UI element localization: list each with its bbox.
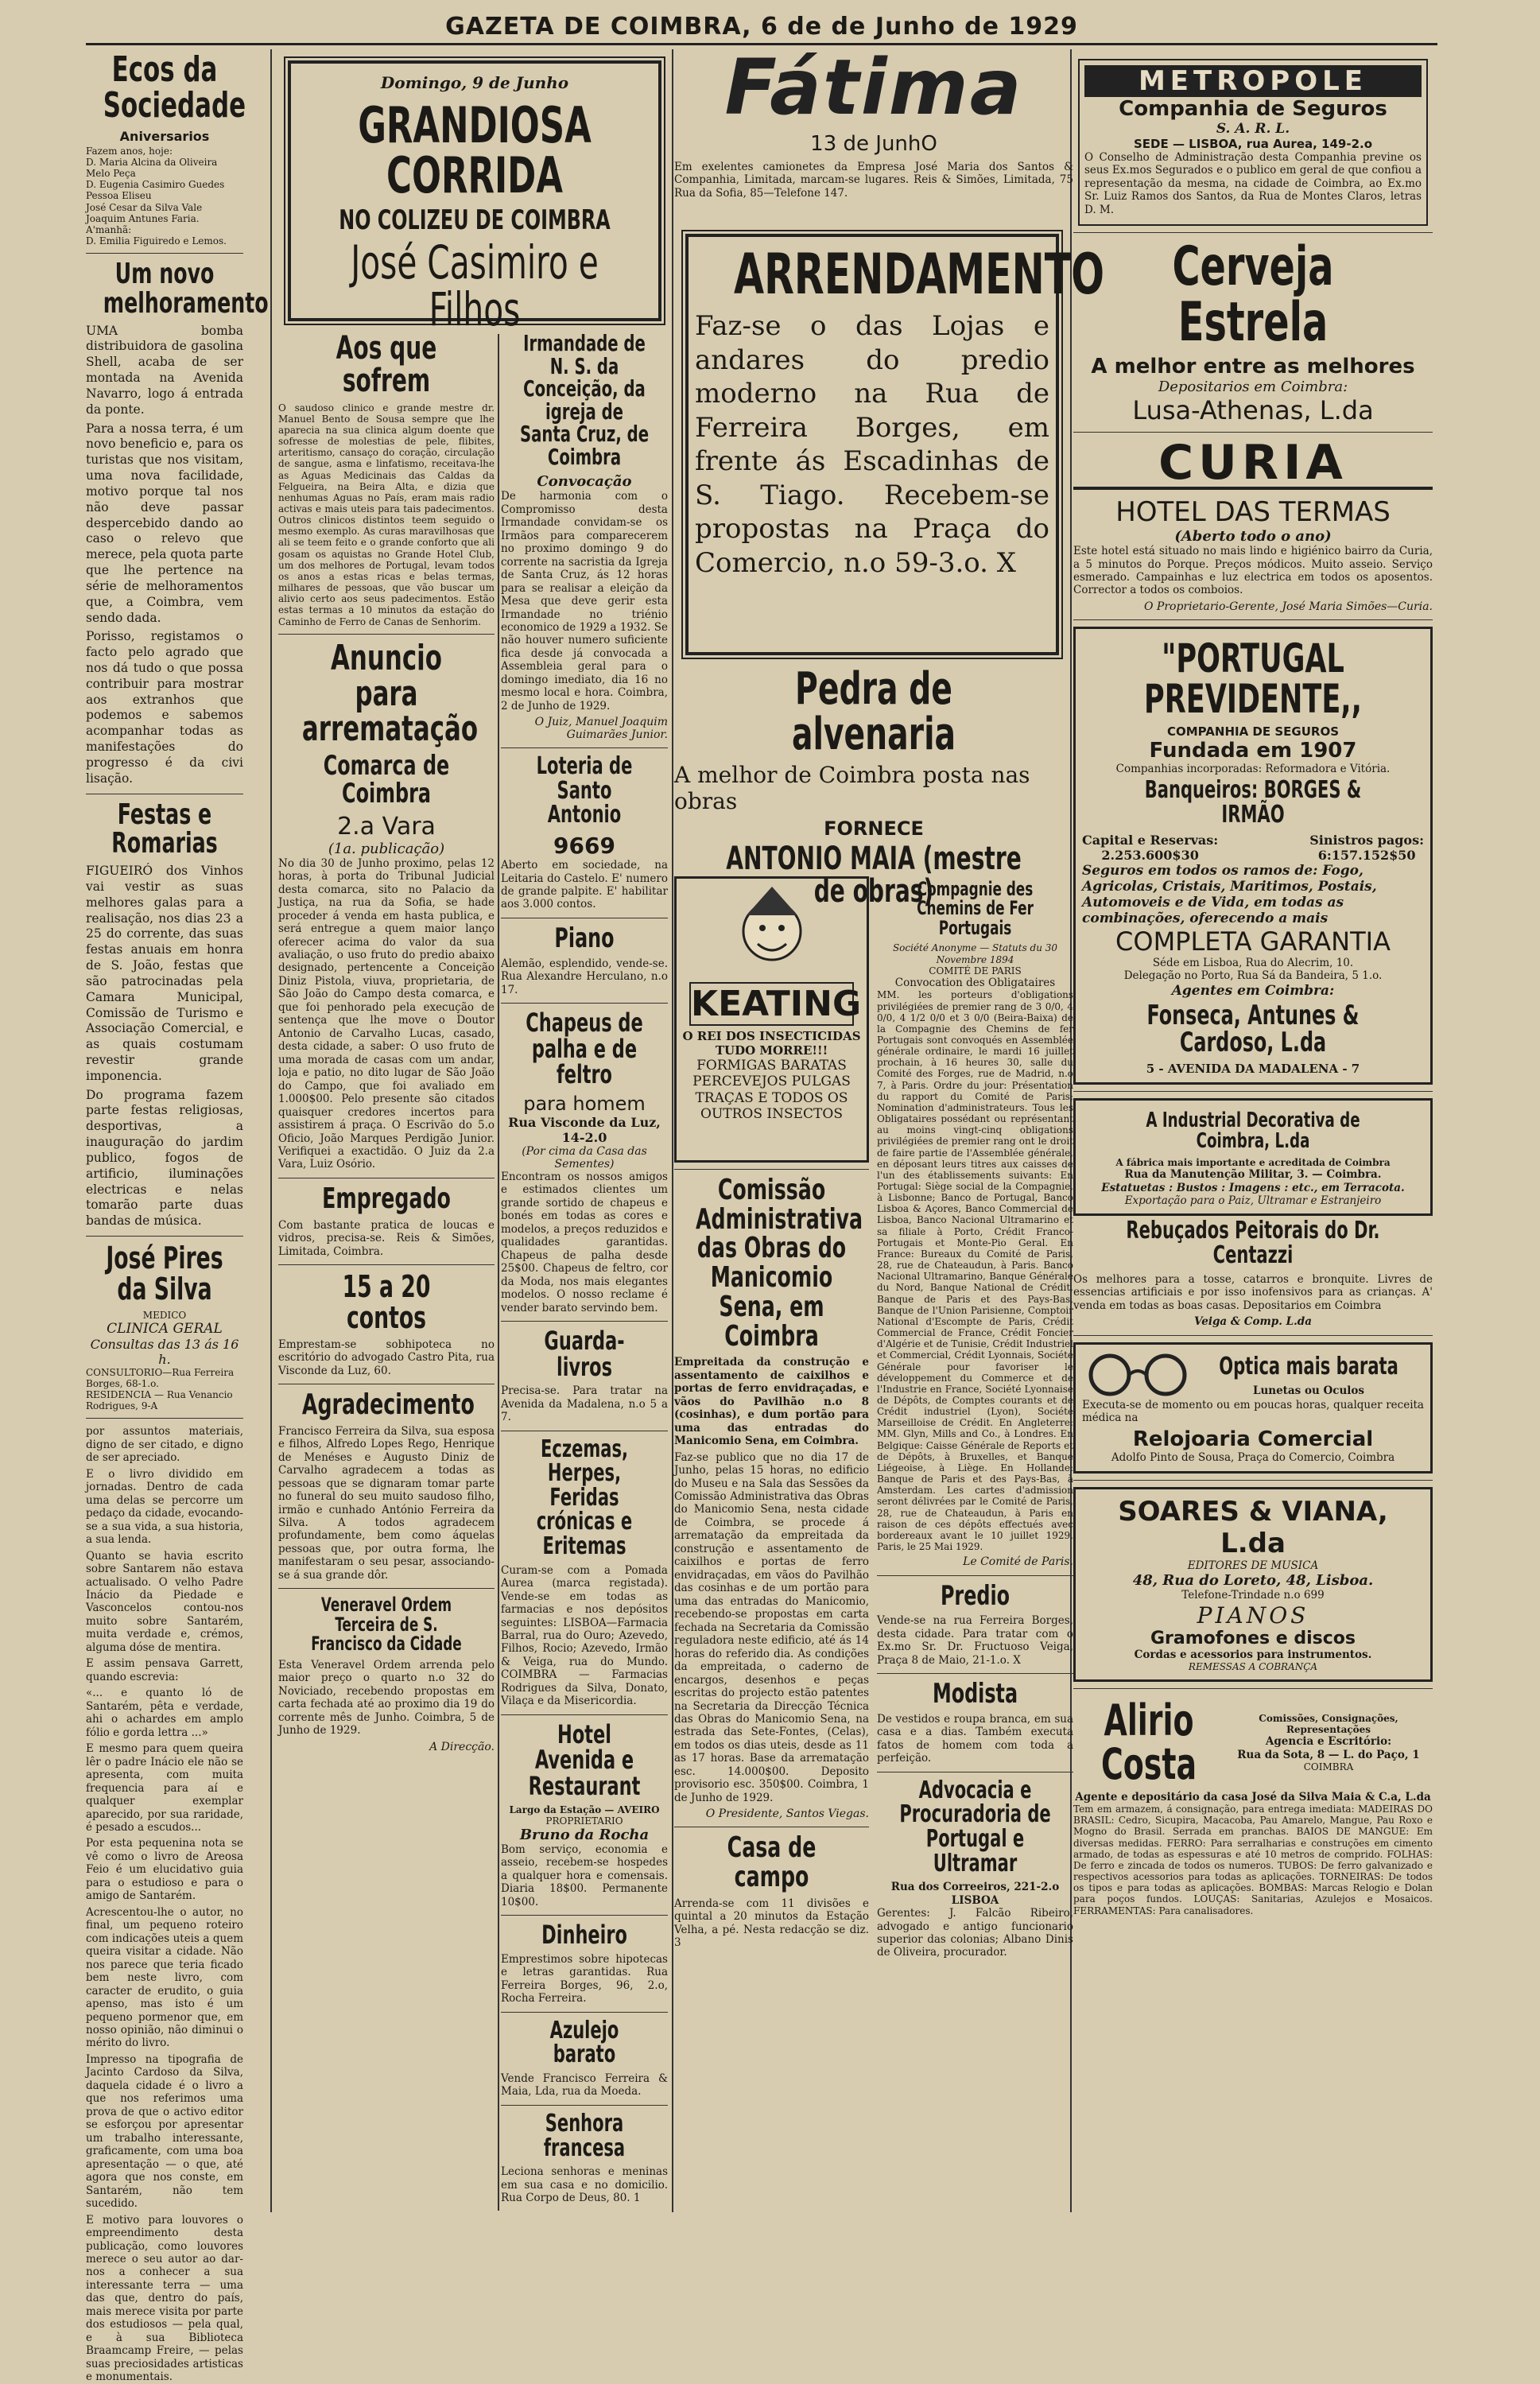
industrial-sub: A fábrica mais importante e acreditada de Coimbra — [1115, 1156, 1391, 1168]
comissao-signature: O Presidente, Santos Viegas. — [705, 1807, 869, 1821]
industrial-items: Estatuetas : Bustos : Imagens : etc., em Terracota. — [1101, 1181, 1405, 1194]
corrida-place: NO COLIZEU DE COIMBRA — [339, 204, 611, 237]
article-paragraph: Tem em armazem, á consignação, para entrega imediata: MADEIRAS DO BRASIL: Cedro, Sicupira, Macacoba, Pau Amarelo, Mangue, Pau Roxo e Mogno do Brasil. Serrada em pranchas. BAIOS DE MANGUE: Em diversas medidas. FERRO: Para serralharias e construções em cimento armado, de todas as espessuras e até 10 metros de comprido. FOLHAS: De ferro e zincada de todos os numeros. TUBOS: De ferro galvanizado e respectivos acessorios para todas as aplicações. TORNEIRAS: De todos os tipos e para todas as aplicações. BOMBAS: Marcas Relogio e Dolan para poços fundos. LOUÇAS: Sanitarias, Azulejos e Mosaicos. FERRAMENTAS: Para canalisadores. — [1073, 1804, 1433, 1916]
column-3 — [674, 43, 1105, 2212]
divider — [86, 253, 243, 254]
alirio-city: COIMBRA — [1303, 1761, 1354, 1773]
article-paragraph: Gerentes: J. Falcão Ribeiro, advogado e antigo funcionario superior das colonias; Albano Dinis de Oliveira, procurador. — [877, 1907, 1073, 1959]
hotel-heading: Hotel Avenida e Restaurant — [528, 1718, 641, 1802]
chemins-sub: Société Anonyme — Statuts du 30 Novembre 1894 — [892, 942, 1058, 965]
divider — [278, 1264, 495, 1265]
article-paragraph: Este hotel está situado no mais lindo e higiénico bairro da Curia, a 5 minutos do Porque. Preços módicos. Muito asseio. Serviço esmerado. Campainhas e luz electrica em todos os aposentos. Corrector a todos os comboios. — [1073, 545, 1433, 597]
aniversarios-heading: Aniversarios — [119, 128, 210, 144]
doctor-specialty: CLINICA GERAL — [107, 1320, 223, 1337]
chemins-comite: COMITÉ DE PARIS — [929, 965, 1022, 977]
metropole-sarl: S. A. R. L. — [1216, 121, 1290, 137]
arrendamento-title: ARRENDAMENTO — [734, 242, 1105, 307]
advocacia-address: Rua dos Correeiros, 221-2.o LISBOA — [890, 1881, 1060, 1907]
article-paragraph: Emprestimos sobre hipotecas e letras garantidas. Rua Ferreira Borges, 96, 2.o, Rocha Ferreira. — [501, 1952, 668, 2005]
soares-ad — [1073, 1487, 1433, 1682]
sede-lisboa: Séde em Lisboa, Rua do Alecrim, 10. — [1152, 956, 1354, 969]
gramofones: Gramofones e discos — [1150, 1628, 1356, 1648]
optica-ad — [1073, 1342, 1433, 1473]
soares-title: SOARES & VIANA, L.da — [1118, 1495, 1388, 1559]
divider — [1073, 619, 1433, 620]
article-paragraph: O saudoso clinico e grande mestre dr. Manuel Bento de Sousa sempre que lhe aparecia na sua clinica algum doente que sofresse de molestias de pele, flibites, arteritismo, cansaço do coração, circulação de sangue, asma e linfatismo, receitava-lhe as Aguas Medicinais das Caldas da Felgueira, na Beira Alta, e dizia que nenhumas Aguas no País, eram mais radio activas e mais uteis para tais padecimentos. Outros clinicos distintos teem seguido o mesmo exemplo. As curas maravilhosas que ali se teem feito e o grande conforto que ali gosam os aquistas no Grande Hotel Club, um dos melhores de Portugal, levam todos os anos a estas ricas e belas termas, milhares de pessoas, que vão buscar um alivio certo aos seus padecimentos. Estão estas termas a 10 minutos da estação do Caminho de Ferro de Canas de Senhorim. — [278, 402, 495, 627]
seguros-text: Seguros em todos os ramos de: Fogo, Agricolas, Cristais, Maritimos, Postais, Automoveis e de Vida, em todas as combinações, oferecendo a mais — [1082, 862, 1377, 926]
remessas: REMESSAS A COBRANÇA — [1188, 1661, 1318, 1673]
corrida-title: GRANDIOSA CORRIDA — [358, 96, 592, 205]
article-paragraph: Executa-se de momento ou em poucas horas, qualquer receita médica na — [1082, 1398, 1424, 1424]
cerveja-sub: A melhor entre as melhores — [1091, 355, 1415, 379]
cerveja-dep: Depositarios em Coimbra: — [1158, 379, 1348, 396]
masthead: GAZETA DE COIMBRA, 6 de de Junho de 1929 — [86, 11, 1437, 45]
article-paragraph: por assuntos materiais, digno de ser citado, e digno de ser apreciado. — [86, 1425, 243, 1465]
article-paragraph: Quanto se havia escrito sobre Santarem não estava actualisado. O velho Padre Inácio da Piedade e Vasconcelos contou-nos muito sobre Santarém, muita verdade e, crémos, alguma dóse de mentira. — [86, 1549, 243, 1654]
divider — [501, 1003, 668, 1004]
keating-list: FORMIGAS BARATAS PERCEVEJOS PULGAS TRAÇAS E TODOS OS OUTROS INSECTOS — [692, 1058, 851, 1123]
article-paragraph: Porisso, registamos o facto pelo agrado que nos dá tudo o que possa contribuir para mostrar aos extranhos que podemos e sabemos acompanhar todas as manifestações do progresso é da civi lisação. — [86, 629, 243, 786]
delegacao: Delegação no Porto, Rua Sá da Bandeira, 5 1.o. — [1123, 969, 1383, 983]
doctor-name: José Pires da Silva — [106, 1241, 223, 1307]
arrendamento-text: Faz-se o das Lojas e andares do predio moderno na Rua de Ferreira Borges, em frente ás Escadinhas de S. Tiago. Recebem-se propostas na Praça do Comercio, n.o 59-3.o. X — [695, 310, 1049, 579]
chemins-signature: Le Comité de Paris. — [963, 1555, 1073, 1569]
previdente-title: "PORTUGAL PREVIDENTE,, — [1144, 635, 1362, 722]
divider — [278, 1588, 495, 1589]
rebucados-heading: Rebuçados Peitorais do Dr. Centazzi — [1126, 1217, 1380, 1270]
divider — [1073, 1335, 1433, 1336]
industrial-ad — [1073, 1098, 1433, 1217]
chapeus-sub: para homem — [523, 1092, 646, 1115]
article-paragraph: E mesmo para quem queira lêr o padre Inácio ele não se apresenta, com muita frequencia para aí e qualquer exemplar aparecido, por sua raridade, é pesado a escudos... — [86, 1742, 243, 1834]
article-paragraph: De vestidos e roupa branca, em sua casa e a dias. Também executa fatos de homem com toda a perfeição. — [877, 1712, 1073, 1765]
jester-figure-icon — [724, 883, 820, 979]
list-item: José Cesar da Silva Vale — [86, 201, 203, 213]
divider — [1073, 1688, 1433, 1689]
divider — [1073, 232, 1433, 233]
convocacao-label: Convocação — [537, 473, 632, 491]
ecos-heading: Ecos da Sociedade — [103, 49, 246, 126]
festas-heading: Festas e Romarias — [111, 798, 218, 860]
divider — [501, 2105, 668, 2106]
sinistros-value: 6:157.152$50 — [1317, 847, 1416, 863]
keating-title: KEATING — [691, 984, 862, 1024]
vara-label: 2.a Vara — [337, 812, 436, 841]
keating-sub: O REI DOS INSECTICIDAS TUDO MORRE!!! — [682, 1029, 861, 1058]
article-paragraph: Leciona senhoras e meninas em sua casa e no domicilio. Rua Corpo de Deus, 80. 1 — [501, 2165, 668, 2205]
article-paragraph: E assim pensava Garrett, quando escrevia: — [86, 1657, 243, 1683]
list-item: Joaquim Antunes Faria. — [86, 212, 200, 224]
dinheiro-heading: Dinheiro — [541, 1920, 627, 1951]
article-paragraph: Para a nossa terra, é um novo beneficio e, para os turistas que nos visitam, uma nova facilidade, motivo porque tal nos não deve passar despercebido dando ao caso o relevo que merece, pela quota parte que lhe pertence na série de melhoramentos que, a Coimbra, vem sendo dada. — [86, 421, 243, 625]
pedra-ad — [674, 663, 1073, 913]
optica-sub: Lunetas ou Oculos — [1252, 1384, 1365, 1397]
doctor-role: MEDICO — [142, 1309, 187, 1321]
capital-label: Capital e Reservas: — [1082, 832, 1219, 848]
senhora-heading: Senhora francesa — [543, 2109, 626, 2162]
cerveja-heading: Cerveja Estrela — [1172, 235, 1334, 354]
advocacia-heading: Advocacia e Procuradoria de Portugal e Ultramar — [899, 1776, 1051, 1877]
banqueiros: Banqueiros: BORGES & IRMÃO — [1144, 776, 1362, 829]
sinistros-cell — [1309, 833, 1424, 863]
list-item: D. Maria Alcina da Oliveira Melo Peça — [86, 156, 218, 180]
article-paragraph: Do programa fazem parte festas religiosas, desportivas, a inauguração do jardim publico, fogos de artificio, iluminações electricas e nelas tomarão parte duas bandas de música. — [86, 1087, 243, 1229]
article-paragraph: Curam-se com a Pomada Aurea (marca registada). Vende-se em todas as farmacias e nos depósitos seguintes: LISBOA—Farmacia Barral, rua do Ouro; Azevedo, Filhos, Rocio; Azevedo, Irmão & Veiga, rua do Mundo. COIMBRA — Farmacias Rodrigues da Silva, Donato, Vilaça e da Misericordia. — [501, 1563, 668, 1708]
sofrem-heading: Aos que sofrem — [336, 330, 437, 399]
fornece-label: FORNECE — [824, 817, 924, 841]
anuncio-heading: Anuncio para arrematação — [301, 637, 479, 750]
capital-row — [1082, 833, 1424, 863]
industrial-title: A Industrial Decorativa de Coimbra, L.da — [1146, 1108, 1360, 1154]
soares-tel: Telefone-Trindade n.o 699 — [1181, 1589, 1325, 1602]
casa-heading: Casa de campo — [727, 1831, 817, 1893]
pianos: PIANOS — [1197, 1602, 1309, 1629]
divider — [1073, 1480, 1433, 1481]
fonseca-address: 5 - AVENIDA DA MADALENA - 7 — [1146, 1061, 1360, 1076]
hotel-prop: PROPRIETARIO — [545, 1815, 623, 1827]
comissao-heading: Comissão Administrativa das Obras do Manicomio Sena, em Coimbra — [695, 1174, 863, 1353]
previdente-sub: COMPANHIA DE SEGUROS — [1167, 724, 1339, 739]
chapeus-casa: (Por cima da Casa das Sementes) — [522, 1144, 647, 1171]
article-paragraph: Aberto em sociedade, na Leitaria do Castelo. E' numero de grande palpite. E' habilitar aos 3.000 contos. — [501, 859, 668, 911]
article-paragraph: Precisa-se. Para tratar na Avenida da Madalena, n.o 5 a 7. — [501, 1384, 668, 1424]
column-rule — [270, 49, 272, 2212]
cerveja-firm: Lusa-Athenas, L.da — [1132, 395, 1374, 426]
fatima-title: Fátima — [724, 43, 1023, 132]
article-paragraph: Francisco Ferreira da Silva, sua esposa e filhos, Alfredo Lopes Rego, Henrique de Menéses e Augusto Diniz de Carvalho agradecem a todas as pessoas que se dignaram tomar parte no funeral do seu muito saudoso filho, irmão e cunhado António Ferreira da Silva. A todos agradecem profundamente, bem como áquelas pessoas que, por outra forma, lhe manifestaram o seu pesar, associando-se á sua grande dôr. — [278, 1424, 495, 1582]
article-paragraph: No dia 30 de Junho proximo, pelas 12 horas, à porta do Tribunal Judicial desta comarca, sito no Palacio da Justiça, na rua da Sofia, se hade proceder á venda em hasta publica, e será entregue a quem maior lanço oferecer acima do valor da sua avaliação, o uso fruto do predio abaixo designado, pertencente a Conceição Diniz Pistola, viuva, proprietaria, de São João do Campo desta comarca, e que foi penhorado pela execução de sentença que lhe move o Doutor Antonio de Carvalho Lucas, casado, desta cidade, a saber: O uso fruto de uma morada de casas com um andar, loja e patio, no dito lugar de São João do Campo, que foi avaliado em 1.000$00. Pelo presente são citados quaisquer credores incertos para assistirem á praça. O Escrivão do 5.o Oficio, João Marques Perdigão Junior. Verifiquei a exactidão. O Juiz da 2.a Vara, Luiz Osório. — [278, 856, 495, 1171]
column-2b — [501, 329, 668, 2208]
rebucados-dep: Veiga & Comp. L.da — [1194, 1315, 1312, 1329]
empregado-heading: Empregado — [322, 1182, 451, 1215]
divider — [501, 1321, 668, 1322]
article-paragraph: Com bastante pratica de loucas e vidros, precisa-se. Reis & Simões, Limitada, Coimbra. — [278, 1218, 495, 1258]
column-4 — [1073, 49, 1433, 2212]
article-paragraph: UMA bomba distribuidora de gasolina Shell, acaba de ser montada na Avenida Navarro, logo á entrada da ponte. — [86, 323, 243, 417]
publicacao-label: (1a. publicação) — [328, 840, 445, 857]
alirio-header — [1073, 1695, 1433, 1791]
list-item: D. Eugenia Casimiro Guedes Pessoa Eliseu — [86, 179, 225, 202]
corrida-date: Domingo, 9 de Junho — [380, 73, 569, 92]
article-paragraph: Faz-se publico que no dia 17 de Junho, pelas 15 horas, no edificio do Museu e na Sala das Sessões da Comissão Administrativa das Obras do Manicomio Sena, nesta cidade de Coimbra, se procede á arrematação da empreitada da construção e assentamento de caixilhos e portas de ferro envidraçadas, em vãos do Pavilhão das cosinhas e de um portão para uma das entradas do Manicomio, recebendo-se propostas em carta fechada na Secretaria da Comissão reguladora neste edificio, até ás 14 horas do referido dia. As condições da empreitada, o caderno de encargos, desenhos e peças escritas do projecto estão patentes na Secretaria da Direcção Técnica das Obras do Manicomio Sena, na estrada das Sete-Fontes, (Celas), em todos os dias uteis, desde as 11 as 17 horas. Base da arrematação esc. 14.000$00. Deposito provisorio esc. 350$00. Coimbra, 1 de Junho de 1929. — [674, 1450, 869, 1804]
pedra-title: Pedra de alvenaria — [791, 663, 956, 761]
column-2 — [278, 49, 668, 2212]
divider — [278, 634, 495, 635]
alirio-info — [1224, 1713, 1433, 1772]
article-paragraph: Vende Francisco Ferreira & Maia, Lda, rua da Moeda. — [501, 2072, 668, 2099]
column-2a — [278, 329, 495, 1753]
article-quote: «... e quanto ló de Santarém, pêta e verdade, ahi o achardes em amplo fólio e gorda lettra ...» — [86, 1687, 243, 1739]
azulejo-heading: Azulejo barato — [549, 2016, 619, 2069]
contos-heading: 15 a 20 contos — [342, 1269, 431, 1335]
article-paragraph: O Conselho de Administração desta Companhia previne os seus Ex.mos Segurados e o publico em geral de que confiou a representação da mesma, na cidade de Coimbra, ao Ex.mo Sr. Luiz Ramos dos Santos, da Rua de Montes Claros, letras D. M. — [1084, 151, 1422, 216]
previdente-fund: Fundada em 1907 — [1149, 738, 1357, 763]
alirio-right: Comissões, Consignações, Representações — [1259, 1712, 1398, 1736]
optica-titles — [1193, 1352, 1424, 1397]
column-3b — [877, 876, 1073, 1963]
column-3a — [674, 876, 869, 1953]
chapeus-address: Rua Visconde da Luz, 14-2.0 — [508, 1114, 661, 1145]
divider — [501, 1915, 668, 1916]
fonseca-name: Fonseca, Antunes & Cardoso, L.da — [1146, 999, 1360, 1059]
hotel-sub: Largo da Estação — AVEIRO — [509, 1804, 660, 1815]
doctor-hours: Consultas das 13 ás 16 h. — [90, 1336, 239, 1367]
article-paragraph: Encontram os nossos amigos e estimados clientes um grande sortido de chapeus e bonés em todas as cores e modelos, a preços reduzidos e qualidades garantidas. Chapeus de palha desde 25$00. Chapeus de feltro, cor da Moda, nos mais elegantes modelos. O nosso reclame é vender barato servindo bem. — [501, 1170, 668, 1314]
fatima-ad — [674, 43, 1073, 224]
article-paragraph: Vende-se na rua Ferreira Borges, desta cidade. Para tratar com o Ex.mo Sr. Dr. Fructuoso Veiga, Praça 8 de Maio, 21-1.o. X — [877, 1614, 1073, 1667]
column-1 — [86, 49, 269, 2384]
divider — [877, 1575, 1073, 1576]
article-paragraph: Impresso na tipografia de Jacinto Cardoso da Silva, daquela cidade é o livro a que nos referimos uma prova de que o activo editor se esforçou por apresentar um trabalho interessante, graficamente, com uma boa apresentação — o que, até agora que nos conste, em Santarém, não tem sucedido. — [86, 2052, 243, 2211]
capital-cell — [1082, 833, 1218, 863]
article-paragraph: De harmonia com o Compromisso desta Irmandade convidam-se os Irmãos para comparecerem no proximo domingo 9 do corrente na sacristia da Igreja de Santa Cruz, ás 12 horas para se realisar a eleição da Mesa que deve gerir esta Irmandade no triénio economico de 1929 a 1932. Se não houver numero suficiente fica desde já convocada a Assembleia geral para o domingo imediato, dia 16 no mesmo local e hora. Coimbra, 2 de Junho de 1929. — [501, 490, 668, 712]
eczemas-heading: Eczemas, Herpes, Feridas crónicas e Eritemas — [536, 1435, 633, 1561]
article-paragraph: MM. les porteurs d'obligations privilégiées de premier rang de 3 0/0, 4 0/0, 4 1/2 0/0 et 3 0/0 (Beira-Baixa) de la Compagnie des Chemins de fer Portugais sont convoqués en Assemblée générale ordinaire, le mardi 16 juillet prochain, à 16 heures 30, salle du Comité des Forges, rue de Madrid, n.o 7, à Paris. Ordre du jour: Présentation du rapport du Comité de Paris; Nomination d'administrateurs. Tous les Obligataires possédant ou représentant au moins vingt-cinq obligations privilégiées de premier rang ont le droit de faire partie de l'Assemblée générale, en déposant leurs titres aux caisses de l'un des établissements suivants: En Portugal: Siège social de la Compagnie, à Lisbonne; Banco de Portugal, Banco Lisboa & Açores, Banco Commercial de Lisboa, Banco Nacional Ultramarino et sa filiale à Porto, Crédit Franco-Portugais et Monte-Pio Geral. En France: Bureaux du Comité de Paris, 28, rue de Chateaudun, à Paris. Banco Nacional Ultramarino, Banque Générale du Nord, Banque National de Crédit, Banque de Paris et des Pays-Bas, Banque de l'Union Parisienne, Comptoir National d'Escompte de Paris, Crédit Commercial de France, Crédit Foncier d'Algérie et de Tunisie, Crédit Industriel et Commercial, Crédit Lyonnais, Société Générale pour favoriser le développement du Commerce et de l'Industrie en France, Société Lyonnaise de Dépôts, de Comptes courants et de Crédit industriel (Lyon), Société Marseilloise de Crédit. En Angleterre: MM. Glyn, Mills and Co., à Londres. En Belgique: Caisse Générale de Reports et de Dépôts, à Bruxelles, et Banque Liégeoise, à Liège. En Hollande: Banque de Paris et des Pays-Bas, à Amsterdam. Les cartes d'admission seront délivrées par le Comité de Paris, 28, rue de Chateaudun, à Paris en raison de ces dépôts effectués avec bordereaux avant le 10 juillet 1929. Paris, le 25 Mai 1929. — [877, 989, 1073, 1552]
hotel-termas: HOTEL DAS TERMAS — [1115, 496, 1391, 529]
aniversarios-list — [86, 146, 243, 247]
column-rule — [672, 49, 673, 2212]
relojoaria: Relojoaria Comercial — [1132, 1427, 1374, 1452]
spectacles-icon — [1082, 1351, 1193, 1399]
list-item: Fazem anos, hoje: — [86, 145, 173, 157]
irmandade-signature: O Juiz, Manuel Joaquim Guimarães Junior. — [534, 716, 668, 742]
previdente-ad — [1073, 627, 1433, 1085]
pedra-sub: A melhor de Coimbra posta nas obras — [674, 762, 1030, 815]
corrida-organizer: José Casimiro e Filhos — [351, 235, 599, 337]
article-paragraph: Acrescentou-lhe o autor, no final, um pequeno roteiro com indicações uteis a quem queira visitar a cidade. Não nos parece que teria ficado bem neste livro, com caracter de erudito, o guia apenso, mas isto é um pequeno pormenor que, em nosso opinião, não diminui o mérito do livro. — [86, 1905, 243, 2050]
article-paragraph: E o livro dividido em jornadas. Dentro de cada uma delas se percorre um pedaço da cidade, evocando-se a sua vida, a sua historia, a sua lenda. — [86, 1467, 243, 1547]
divider — [501, 2012, 668, 2013]
article-paragraph: Os melhores para a tosse, catarros e bronquite. Livres de essencias artificiais e por isso inofensivos para as crianças. A' venda em todas as boas casas. Depositarios em Coimbra — [1073, 1272, 1433, 1312]
article-paragraph: Por esta pequenina nota se vê como o livro de Areosa Feio é um elucidativo guia para o estudioso e para o amigo de Santarém. — [86, 1837, 243, 1903]
article-paragraph: Bom serviço, economia e asseio, recebem-se hospedes a qualquer hora e comensais. Diaria 18$00. Permanente 10$00. — [501, 1842, 668, 1908]
guarda-heading: Guarda-livros — [544, 1326, 625, 1382]
curia-signature: O Proprietario-Gerente, José Maria Simões—Curia. — [1143, 600, 1433, 613]
agradecimento-heading: Agradecimento — [301, 1388, 475, 1421]
metropole-ad — [1078, 59, 1428, 226]
capital-value: 2.253.600$30 — [1101, 847, 1199, 863]
optica-header — [1082, 1351, 1424, 1399]
chapeus-heading: Chapeus de palha e de feltro — [526, 1007, 643, 1090]
loteria-heading: Loteria de Santo Antonio — [536, 752, 633, 829]
alirio-agencia: Agencia e Escritório: — [1265, 1735, 1392, 1749]
article-paragraph: Alemão, esplendido, vende-se. Rua Alexandre Herculano, n.o 17. — [501, 957, 668, 996]
agentes-label: Agentes em Coimbra: — [1171, 982, 1335, 999]
irmandade-heading: Irmandade de N. S. da Conceição, da igreja de Santa Cruz, de Coimbra — [519, 330, 650, 470]
piano-heading: Piano — [554, 922, 615, 954]
alirio-address: Rua da Sota, 8 — L. do Paço, 1 — [1237, 1748, 1420, 1761]
predio-heading: Predio — [940, 1579, 1011, 1612]
relojoaria-address: Adolfo Pinto de Sousa, Praça do Comercio, Coimbra — [1111, 1451, 1395, 1465]
metropole-title: METROPOLE — [1084, 65, 1422, 97]
list-item: D. Emilia Figuiredo e Lemos. — [86, 235, 227, 247]
divider — [501, 747, 668, 748]
fatima-date: 13 de JunhO — [810, 132, 937, 156]
comarca-heading: Comarca de Coimbra — [323, 750, 450, 810]
melhoramento-heading: Um novo melhoramento — [103, 258, 269, 320]
divider — [501, 1714, 668, 1715]
soares-sub: EDITORES DE MUSICA — [1187, 1559, 1319, 1572]
article-paragraph: Emprestam-se sobhipoteca no escritório do advogado Castro Pita, rua Visconde da Luz, 60. — [278, 1338, 495, 1377]
sinistros-label: Sinistros pagos: — [1309, 832, 1424, 848]
article-paragraph: Arrenda-se com 11 divisões e quintal a 20 minutos da Estação Velha, a pé. Nesta redacção se diz. 3 — [674, 1897, 869, 1950]
ordem-heading: Veneravel Ordem Terceira de S. Francisco da Cidade — [311, 1594, 462, 1656]
alirio-title: Alirio Costa — [1100, 1695, 1197, 1789]
doctor-address-1: CONSULTORIO—Rua Ferreira Borges, 68-1.o. — [86, 1366, 235, 1389]
doctor-address-2: RESIDENCIA — Rua Venancio Rodrigues, 9-A — [86, 1389, 233, 1412]
ordem-signature: A Direcção. — [429, 1740, 495, 1753]
loteria-number: 9669 — [553, 833, 615, 860]
garantia: COMPLETA GARANTIA — [1115, 926, 1391, 957]
cordas: Cordas e acessorios para instrumentos. — [1134, 1648, 1372, 1661]
industrial-export: Exportação para o Paiz, Ultramar e Estranjeiro — [1124, 1194, 1382, 1207]
aberto-label: (Aberto todo o ano) — [1174, 528, 1332, 546]
previdente-inc: Companhias incorporadas: Reformadora e Vitória. — [1115, 762, 1391, 775]
alirio-agente: Agente e depositário da casa José da Silva Maia & C.a, L.da — [1075, 1790, 1431, 1804]
arrendamento-ad — [685, 234, 1105, 655]
chemins-heading: Compagnie des Chemins de Fer Portugais — [917, 878, 1034, 939]
metropole-sede: SEDE — LISBOA, rua Aurea, 149-2.o — [1133, 137, 1373, 151]
optica-title: Optica mais barata — [1219, 1353, 1398, 1380]
modista-heading: Modista — [932, 1678, 1018, 1710]
divider — [86, 1236, 243, 1237]
chemins-conv: Convocation des Obligataires — [894, 976, 1056, 989]
article-paragraph: E motivo para louvores o empreendimento desta publicação, como louvores merece o seu autor ao dar-nos a conhecer a sua interessante terra — uma das que, dentro do país, mais merece visita por parte dos estudiosos — pela qual, e à sua Biblioteca Braamcamp Freire, — pelas suas preciosidades artisticas e monumentais. — [86, 2213, 243, 2384]
comissao-sub: Empreitada da construção e assentamento de caixilhos e portas de ferro envidraçadas, e vãos do Pavilhão n.o 8 (cosinhas), e dum portão para uma das entradas do Manicomio Sena, em Coimbra. — [674, 1356, 869, 1448]
industrial-address: Rua da Manutenção Militar, 3. — Coimbra. — [1124, 1168, 1382, 1182]
curia-title: CURIA — [1073, 439, 1433, 490]
article-paragraph: FIGUEIRÓ dos Vinhos vai vestir as suas melhores galas para a realisação, nos dias 23 a 25 do corrente, das suas festas anuais em honra de S. João, festas que são patrocinadas pela Camara Municipal, Comissão de Turismo e Associação Comercial, e as quais costumam revestir grande imponencia. — [86, 864, 243, 1083]
divider — [674, 1169, 869, 1170]
maia-name: ANTONIO MAIA (mestre de obras) — [726, 841, 1022, 911]
article-paragraph: Em exelentes camionetes da Empresa José Maria dos Santos & Companhia, Limitada, marcam-se lugares. Reis & Simões, Limitada, 75 Rua da Sofia, 85—Telefone 147. — [674, 161, 1073, 200]
divider — [1073, 432, 1433, 433]
divider — [1073, 1091, 1433, 1092]
divider — [86, 1418, 243, 1419]
list-item: A'manhã: — [86, 223, 132, 235]
corrida-ad — [288, 60, 661, 337]
divider — [877, 1673, 1073, 1674]
soares-address: 48, Rua do Loreto, 48, Lisboa. — [1132, 1572, 1374, 1590]
keating-ad — [674, 876, 869, 1163]
metropole-sub: Companhia de Seguros — [1119, 97, 1387, 121]
hotel-owner: Bruno da Rocha — [519, 1826, 650, 1843]
article-paragraph: Esta Veneravel Ordem arrenda pelo maior preço o quarto n.o 32 do Noviciado, recebendo propostas em carta fechada até ao proximo dia 19 do corrente mês de Junho. Coimbra, 5 de Junho de 1929. — [278, 1658, 495, 1738]
